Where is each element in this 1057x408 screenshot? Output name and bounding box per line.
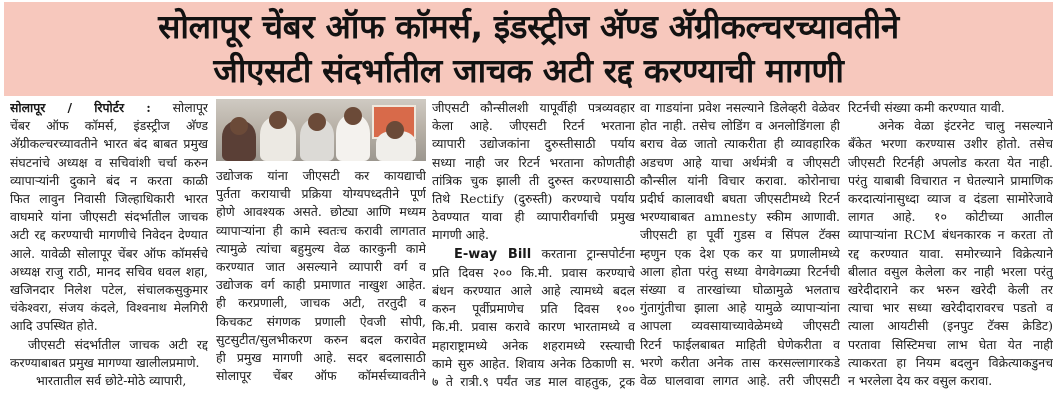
- text-line: आपला व्यवसायाच्यावेळेमध्ये जीएसटी: [640, 318, 840, 334]
- text-line: त्यामुळे त्यांचा बहुमुल्य वेळ कारकुनी कामे: [216, 240, 426, 256]
- text-line: व्यापारी उद्योजकांना दुरुस्तीसाठी पर्याय: [432, 136, 635, 152]
- text-line: ही प्रमुख मागणी आहे. सदर बदलासाठी: [216, 350, 426, 366]
- text-line: व्यापाऱ्यांनी दुकाने बंद न करता काळी: [10, 172, 208, 188]
- news-photo: [216, 99, 426, 161]
- text-line: न भरलेला देय कर वसुल करावा.: [848, 373, 993, 389]
- text-line: वेळ घालवावा लागत आहे. तरी जीएसटी: [640, 373, 840, 389]
- text-line: उद्योजक वर्ग काही प्रमाणात नाखुश आहेत.: [216, 277, 426, 293]
- text-line: ही करप्रणाली, जाचक अटी, तरतुदी व: [216, 295, 426, 311]
- text-line: मागणी आहे.: [432, 227, 489, 243]
- text-line: प्रति दिवस २०० कि.मी. प्रवास करण्याचे: [432, 264, 635, 280]
- text-line: प्रदीर्घ कालावधी बघता जीएसटीमध्ये रिटर्न: [640, 191, 840, 207]
- text-line: सुटसुटीत/सुलभीकरण करुन बदल करावेत: [216, 331, 426, 347]
- text-line: बँकेत भरणा करण्यास उशीर होतो. तसेच: [848, 136, 1053, 152]
- photo-head: [269, 111, 287, 129]
- text-line: करदात्यांनासुध्दा व्याज व दंडला सामोरेजावे: [848, 191, 1053, 207]
- text-line: वा गाडयांना प्रवेश नसल्याने डिलेव्हरी वेळेवर: [640, 100, 840, 115]
- article-column-4: [640, 99, 840, 404]
- text-line: म्हणुन एक देश एक कर या प्रणालीमध्ये: [640, 245, 840, 261]
- text-line: भरण्याबाबत amnesty स्कीम आणावी.: [640, 209, 840, 225]
- text-line: सोलापूर चेंबर ऑफ कॉमर्सच्यावतीने: [216, 368, 426, 384]
- text-line: चेंबर ऑफ कॉमर्स, इंडस्ट्रीज अ‍ॅण्ड: [10, 118, 208, 134]
- text-line: बीलात वसुल केलेला कर नाही भरला परंतु: [848, 263, 1053, 279]
- text-line: E-way Bill करताना ट्रान्सपोर्टना: [432, 245, 635, 264]
- text-line: चंकेश्वरा, संजय कंदले, विश्वनाथ मेलगिरी: [10, 300, 208, 316]
- text-line: वाघमारे यांना जीएसटी संदर्भातील जाचक: [10, 209, 208, 225]
- text-line: रद्द करण्यात यावा. समोरच्याने विक्रेत्याने: [848, 245, 1053, 261]
- article-column-3: [432, 99, 635, 404]
- text-line: कौन्सील यांनी विचार करावा. कोरोनाचा: [640, 172, 840, 188]
- text-line: तिथे Rectify (दुरुस्ती) करण्याचे पर्याय: [432, 191, 635, 207]
- text-line: गुंतागुंतीचा झाला आहे यामुळे व्यापाऱ्यांना: [640, 300, 840, 316]
- text-line: व्यापाऱ्यांना ही कामे स्वतःच करावी लागतात: [216, 222, 426, 238]
- photo-head: [386, 121, 404, 139]
- text-line: करण्याबाबत प्रमुख मागण्या खालीलप्रमाणे.: [10, 354, 200, 370]
- text-line: भरणे करीता अनेक तास करसल्लागारकडे: [640, 354, 840, 370]
- text-line: आले. यावेळी सोलापूर चेंबर ऑफ कॉमर्सचे: [10, 245, 208, 261]
- dateline: सोलापूर / रिपोर्टर :: [10, 100, 151, 115]
- text-line: रिटर्न फाईलबाबत माहिती घेणेकरीता व: [640, 336, 840, 352]
- text-line: करुन पूर्वीप्रमाणेच प्रति दिवस १००: [432, 301, 635, 317]
- article-column-1: [10, 99, 208, 404]
- text-line: रिटर्नची संख्या कमी करण्यात यावी.: [848, 100, 1005, 115]
- text-line: कामे सुरु आहेत. शिवाय अनेक ठिकाणी स.: [432, 355, 635, 371]
- text-line: आला होता परंतु सध्या वेगवेगळ्या रिटर्नची: [640, 263, 840, 279]
- text-line: त्याला आयटीसी (इनपुट टॅक्स क्रेडिट): [848, 318, 1053, 334]
- text-line: होणे आवश्यक असते. छोट्या आणि मध्यम: [216, 204, 426, 220]
- text-line: जीएसटी रिटर्नही अपलोड करता येत नाही.: [848, 154, 1053, 170]
- text-line: त्याकरता हा नियम बदलुन विक्रेत्याकडुनच: [848, 354, 1053, 370]
- text-line: बराच वेळ जातो त्याकरीता ही व्यावहारिक: [640, 136, 840, 152]
- headline-line-1: सोलापूर चेंबर ऑफ कॉमर्स, इंडस्ट्रीज अ‍ॅण्ड अ‍ॅग्रीकल्चरच्यावतीने: [158, 7, 899, 46]
- photo-head: [308, 113, 326, 131]
- text-line: बंधन करण्यात आले आहे त्यामध्ये बदल: [432, 283, 635, 299]
- text-line: जीएसटी कौन्सीलशी यापूर्वीही पत्रव्यवहार: [432, 100, 635, 115]
- text-line: अ‍ॅग्रीकल्चरच्यावतीने भारत बंद बाबत प्रमुख: [10, 136, 208, 152]
- article-column-5: [848, 99, 1053, 404]
- text-line: तांत्रिक चुक झाली ती दुरुस्त करण्यासाठी: [432, 172, 635, 188]
- text-line: खजिनदार निलेश पटेल, संचालकसुकुमार: [10, 282, 208, 298]
- text-line: लागत आहे. १० कोटीच्या आतील: [848, 209, 1053, 225]
- text-line: आदि उपस्थित होते.: [10, 318, 98, 334]
- subhead-eway-bill: E-way Bill: [454, 246, 532, 262]
- article-column-2: [216, 99, 426, 404]
- text-line: खरेदीदाराने कर भरुन खरेदी केली तर: [848, 282, 1053, 298]
- photo-head: [344, 107, 362, 125]
- text-line: व्यापाऱ्यांना RCM बंधनकारक न करता तो: [848, 227, 1053, 243]
- text-line: सोलापूर / रिपोर्टर : सोलापूर: [10, 100, 208, 115]
- text-line: उद्योजक यांना जीएसटी कर कायद्याची: [216, 168, 426, 183]
- text-line: संघटनांचे अध्यक्ष व सचिवांशी चर्चा करुन: [10, 154, 208, 170]
- text-line: किचकट संगणक प्रणाली ऐवजी सोपी,: [216, 313, 426, 329]
- text-line: परतावा सिस्टिमचा लाभ घेता येत नाही: [848, 336, 1053, 352]
- text-line: परंतु याबाबी विचारात न घेतल्याने प्रामाणिक: [848, 172, 1053, 188]
- text-line: अटी रद्द करण्याची मागणीचे निवेदन देण्यात: [10, 227, 208, 243]
- text-line: जीएसटी हा पूर्वी गुडस व सिंपल टॅक्स: [640, 227, 840, 243]
- text-line: फित लावुन निवासी जिल्हाधिकारी भारत: [10, 191, 208, 207]
- text-line: होत नाही. तसेच लोडिंग व अनलोडिंगला ही: [640, 118, 840, 134]
- text-line: ७ ते रात्री.९ पर्यंत जड माल वाहतुक, ट्रक: [432, 374, 635, 390]
- photo-head: [230, 117, 248, 135]
- headline-line-2: जीएसटी संदर्भातील जाचक अटी रद्द करण्याची मागणी: [213, 51, 844, 90]
- text-line: सध्या नाही जर रिटर्न भरताना कोणतीही: [432, 154, 635, 170]
- text-line: संख्या व तारखांच्या घोळामुळे भलताच: [640, 282, 840, 298]
- text-line: पुर्तता करायाची प्रक्रिया योग्यपध्दतीने पूर्ण: [216, 186, 426, 202]
- text-line: केला आहे. जीएसटी रिटर्न भरताना: [432, 118, 635, 134]
- text-line: महाराष्ट्रामध्ये अनेक शहरामध्ये रस्त्याची: [432, 337, 635, 353]
- text-line: अध्यक्ष राजु राठी, मानद सचिव धवल शहा,: [10, 263, 208, 279]
- text-line: भारतातील सर्व छोटे-मोठे व्यापारी,: [36, 373, 187, 389]
- text-line: त्याचा भार सध्या खरेदीदारावरच पडतो व: [848, 300, 1053, 316]
- text-line: ठेवण्यात यावा ही व्यापारीवर्गाची प्रमुख: [432, 209, 635, 225]
- text-line: अनेक वेळा इंटरनेट चालु नसल्याने: [878, 118, 1053, 134]
- headline-banner: [4, 2, 1053, 96]
- text-line: कि.मी. प्रवास करावे कारण भारतामध्ये व: [432, 319, 635, 335]
- text-line: जीएसटी संदर्भातील जाचक अटी रद्द: [28, 336, 208, 352]
- text-line: अडचण आहे याचा अर्थमंत्री व जीएसटी: [640, 154, 840, 170]
- text-line: करण्यात जात असल्याने व्यापारी वर्ग व: [216, 259, 426, 275]
